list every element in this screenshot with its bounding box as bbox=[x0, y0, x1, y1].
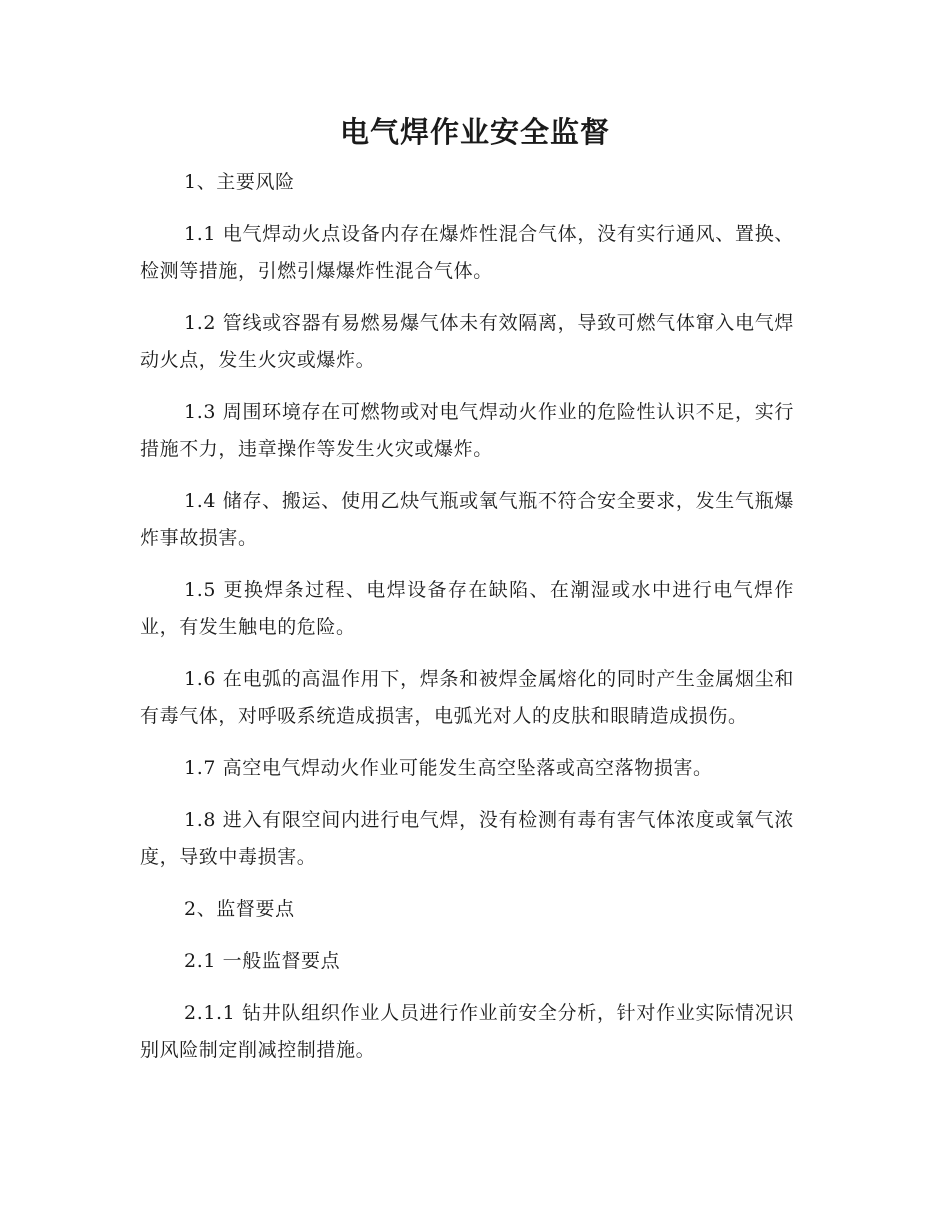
paragraph-1-5: 1.5 更换焊条过程、电焊设备存在缺陷、在潮湿或水中进行电气焊作业，有发生触电的危险。 bbox=[140, 579, 794, 638]
heading-general-supervision-points: 2.1 一般监督要点 bbox=[184, 950, 341, 972]
document-body bbox=[140, 164, 794, 1084]
paragraph-1-2: 1.2 管线或容器有易燃易爆气体未有效隔离，导致可燃气体窜入电气焊动火点，发生火灾或爆炸。 bbox=[140, 312, 794, 371]
heading-main-risks: 1、主要风险 bbox=[184, 171, 295, 193]
heading-supervision-points: 2、监督要点 bbox=[184, 898, 295, 920]
paragraph-1-4: 1.4 储存、搬运、使用乙炔气瓶或氧气瓶不符合安全要求，发生气瓶爆炸事故损害。 bbox=[140, 490, 794, 549]
paragraph-1-8: 1.8 进入有限空间内进行电气焊，没有检测有毒有害气体浓度或氧气浓度，导致中毒损害。 bbox=[140, 809, 794, 868]
paragraph-1-1: 1.1 电气焊动火点设备内存在爆炸性混合气体，没有实行通风、置换、检测等措施，引燃引爆爆炸性混合气体。 bbox=[140, 223, 794, 282]
paragraph-2-1-1: 2.1.1 钻井队组织作业人员进行作业前安全分析，针对作业实际情况识别风险制定削减控制措施。 bbox=[140, 1002, 794, 1061]
paragraph-1-7: 1.7 高空电气焊动火作业可能发生高空坠落或高空落物损害。 bbox=[184, 757, 713, 779]
paragraph-1-6: 1.6 在电弧的高温作用下，焊条和被焊金属熔化的同时产生金属烟尘和有毒气体，对呼吸系统造成损害，电弧光对人的皮肤和眼睛造成损伤。 bbox=[140, 668, 794, 727]
document-title: 电气焊作业安全监督 bbox=[339, 115, 610, 149]
paragraph-1-3: 1.3 周围环境存在可燃物或对电气焊动火作业的危险性认识不足，实行措施不力，违章操作等发生火灾或爆炸。 bbox=[140, 401, 794, 460]
